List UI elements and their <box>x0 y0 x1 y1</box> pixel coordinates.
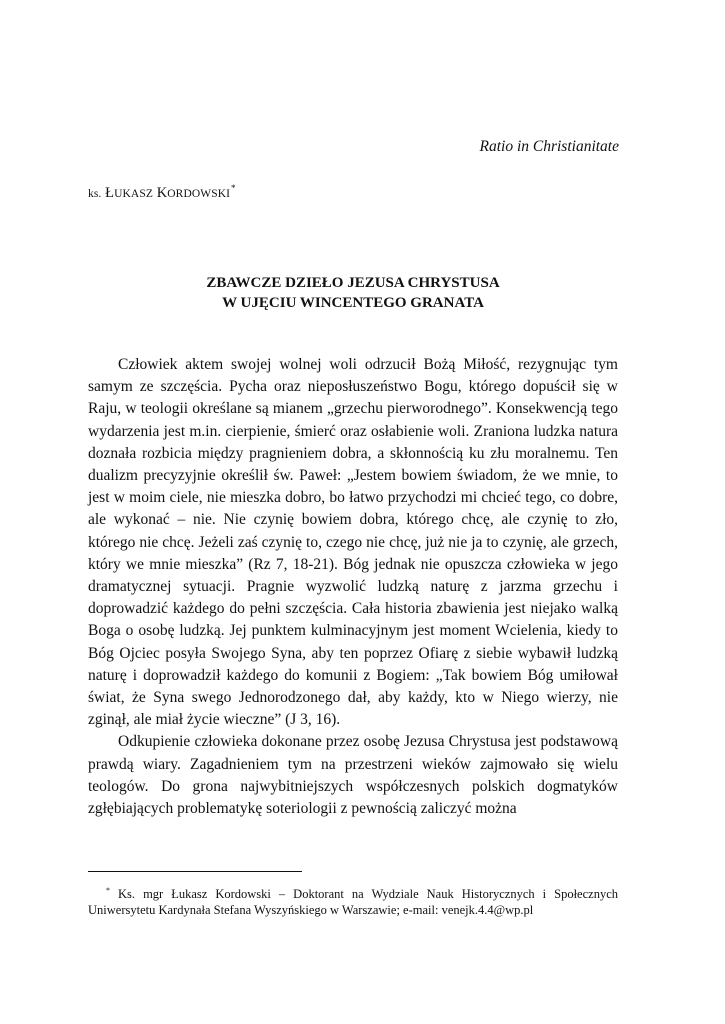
footnote-mark: * <box>106 886 110 895</box>
article-title-line-1: ZBAWCZE DZIEŁO JEZUSA CHRYSTUSA <box>206 275 500 291</box>
body-paragraph-2: Odkupienie człowieka dokonane przez osobę Jezusa Chrystusa jest podstawową prawdą wiary. Zagadnieniem tym na przestrzeni wieków zajmowało się wielu teologów. Do grona najwybitniejszych współczesnych polskich dogmatyków zgłębiających problematykę soteriologii z pewnością zaliczyć można <box>88 733 618 818</box>
author-first-rest: UKASZ <box>114 188 153 200</box>
running-title: Ratio in Christianitate <box>479 138 619 155</box>
author-first-initial: Ł <box>105 185 115 201</box>
footnote <box>88 883 618 918</box>
author-last-initial: K <box>156 185 168 201</box>
footnote-text: Ks. mgr Łukasz Kordowski – Doktorant na Wydziale Nauk Historycznych i Społecznych Uniwersytetu Kardynała Stefana Wyszyńskiego w Warszawie; e-mail: venejk.4.4@wp.pl <box>88 887 619 917</box>
footnote-separator <box>88 871 302 872</box>
author-name <box>88 183 236 202</box>
author-prefix: ks. <box>88 188 102 200</box>
footnote-text-wrap <box>88 883 618 918</box>
article-title-line-2: W UJĘCIU WINCENTEGO GRANATA <box>222 295 484 311</box>
article-body <box>88 354 618 820</box>
author-footnote-mark[interactable]: * <box>231 183 236 193</box>
article-title <box>88 273 618 313</box>
body-paragraph-1: Człowiek aktem swojej wolnej woli odrzucił Bożą Miłość, rezygnując tym samym ze szczęścia. Pycha oraz nieposłuszeństwo Bogu, którego dopuścił się w Raju, w teologii określane są mianem „grzechu pierworodnego”. Konsekwencją tego wydarzenia jest m.in. cierpienie, śmierć oraz osłabienie woli. Zraniona ludzka natura doznała rozbicia między pragnieniem dobra, a skłonnością ku złu moralnemu. Ten dualizm precyzyjnie określił św. Paweł: „Jestem bowiem świadom, że we mnie, to jest w moim ciele, nie mieszka dobro, bo łatwo przychodzi mi chcieć tego, co dobre, ale wykonać – nie. Nie czynię bowiem dobra, którego chcę, ale czynię to zło, którego nie chcę. Jeżeli zaś czynię to, czego nie chcę, już nie ja to czynię, ale grzech, który we mnie mieszka” (Rz 7, 18-21). Bóg jednak nie opuszcza człowieka w jego dramatycznej sytuacji. Pragnie wyzwolić ludzką naturę z jarzma grzechu i doprowadzić każdego do pełni szczęścia. Cała historia zbawienia jest niejako walką Boga o osobę ludzką. Jej punktem kulminacyjnym jest moment Wcielenia, kiedy to Bóg Ojciec posyła Swojego Syna, aby ten poprzez Ofiarę z siebie wybawił ludzką naturę i doprowadził każdego do komunii z Bogiem: „Tak bowiem Bóg umiłował świat, że Syna swego Jednorodzonego dał, aby każdy, kto w Niego wierzy, nie zginął, ale miał życie wieczne” (J 3, 16). <box>88 356 618 729</box>
author-last-rest: ORDOWSKI <box>167 188 231 200</box>
